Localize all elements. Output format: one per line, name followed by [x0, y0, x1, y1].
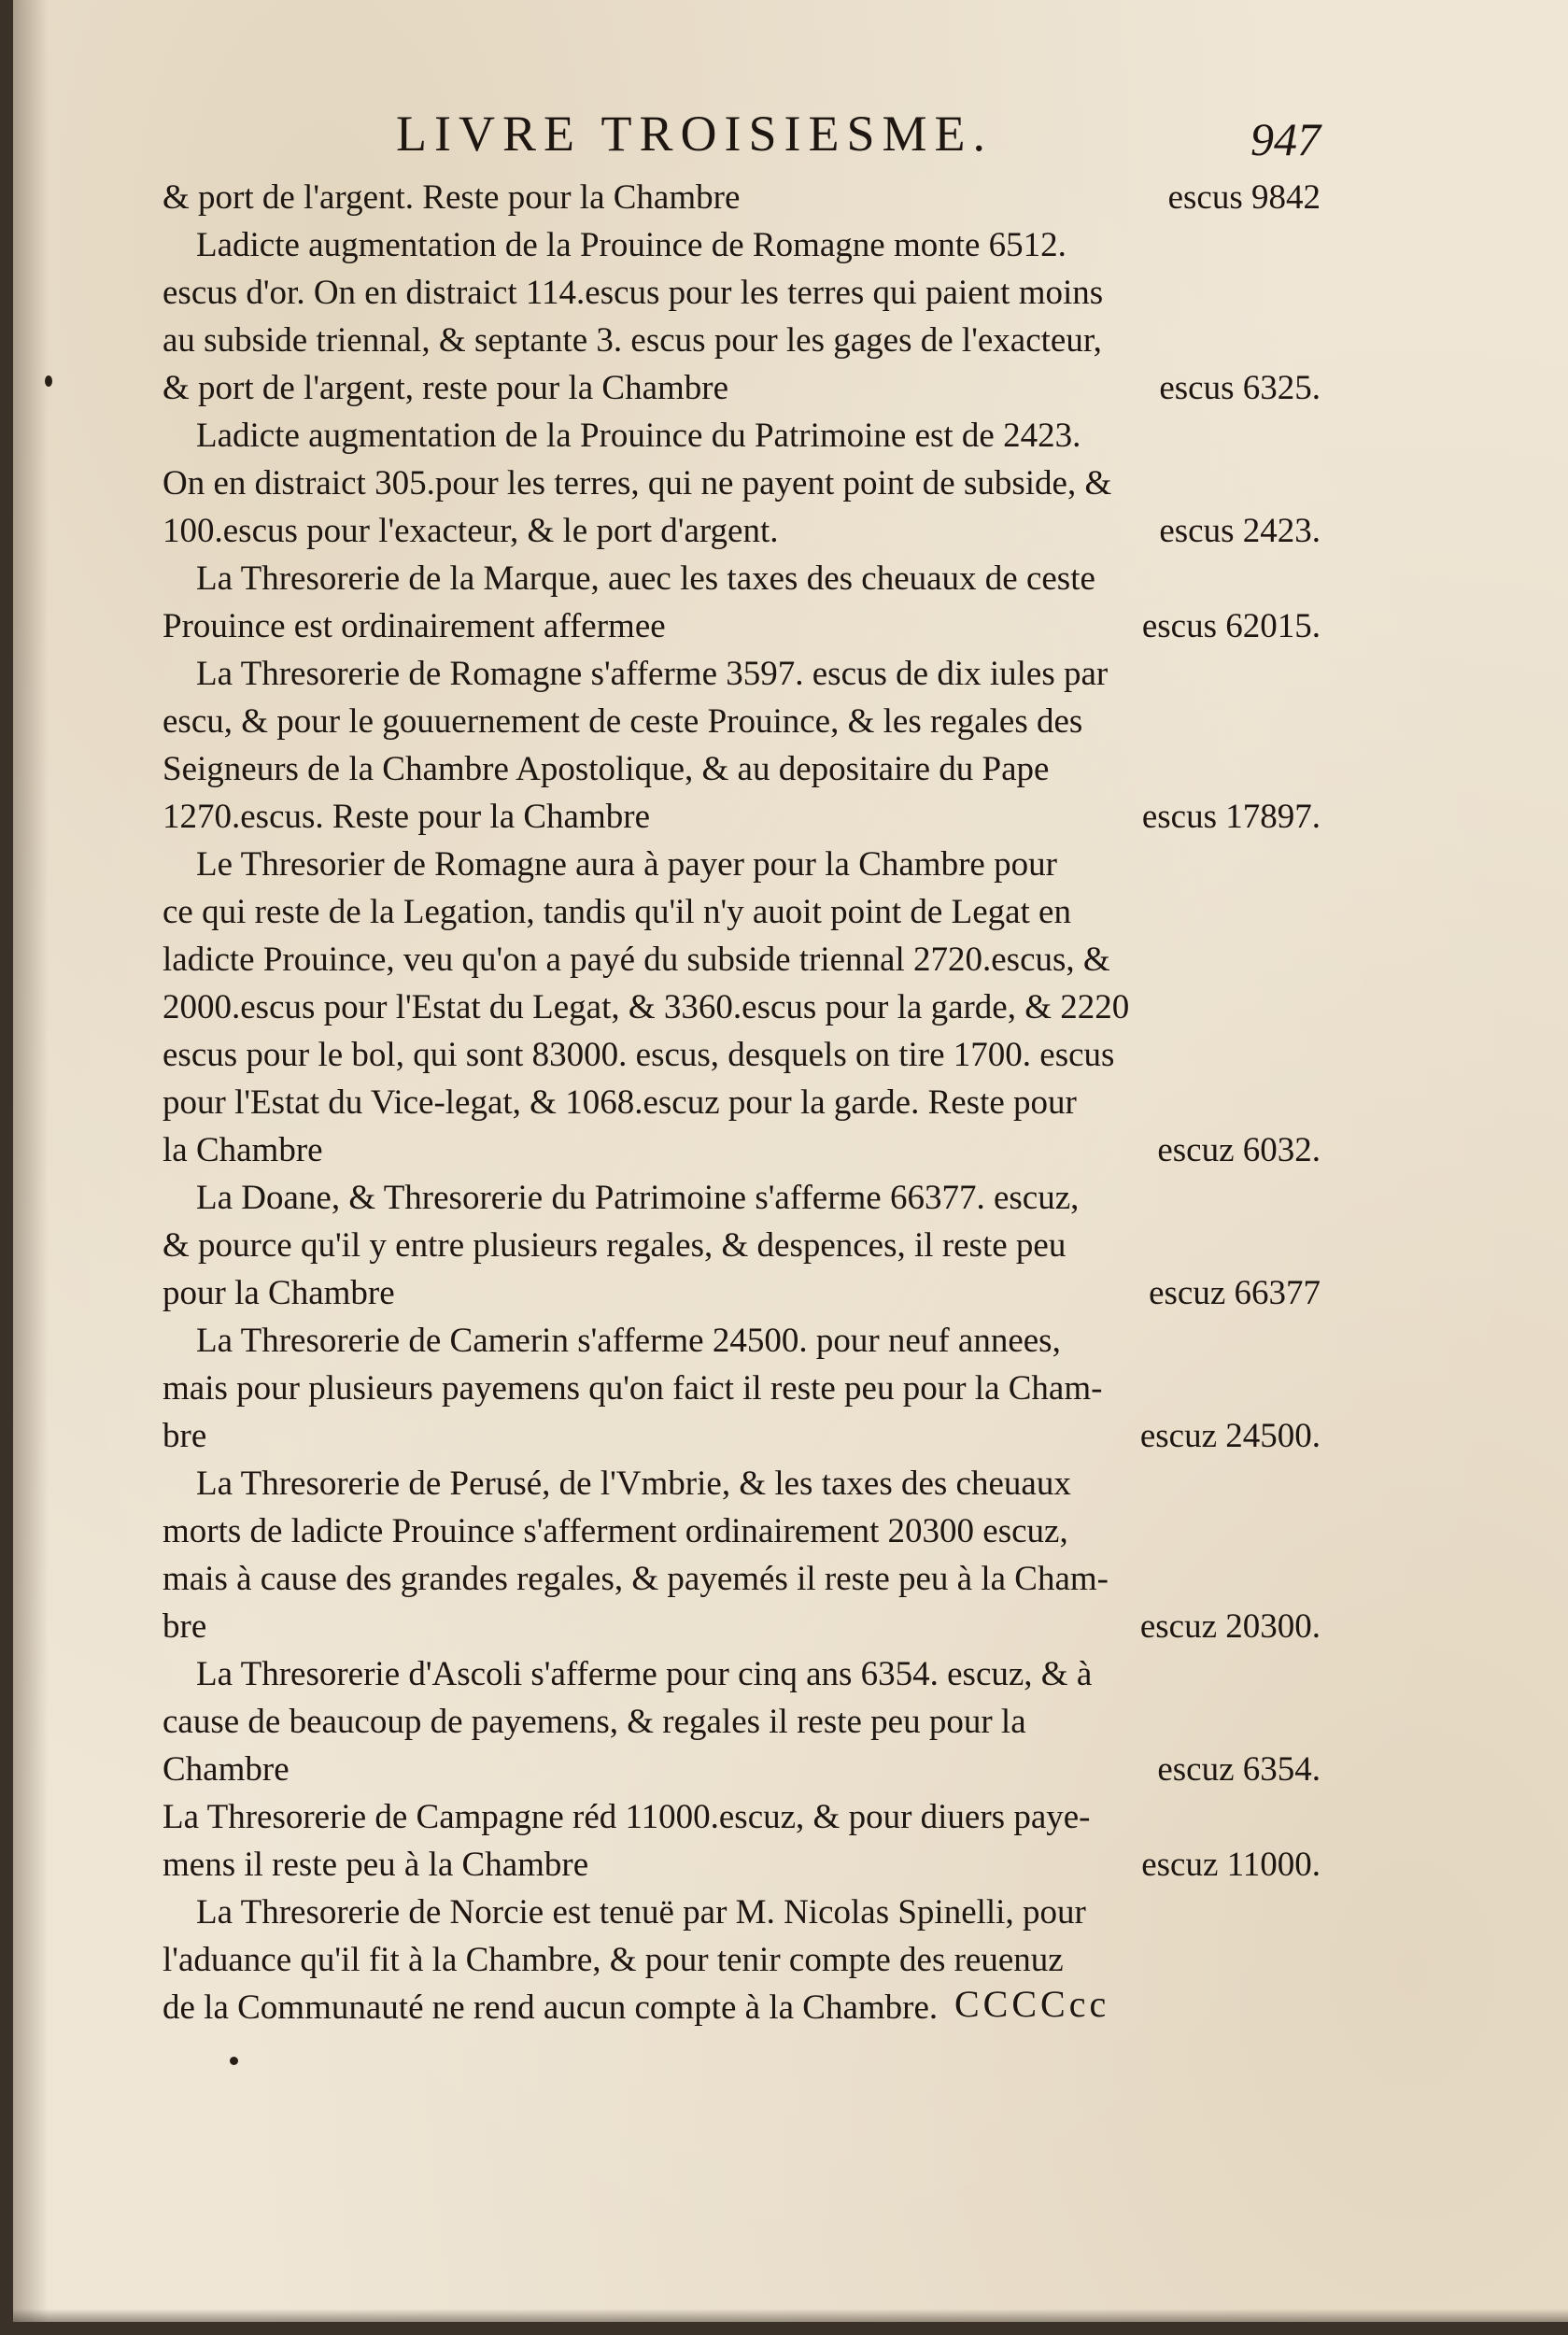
text-line	[162, 1555, 1321, 1603]
line-text: La Doane, & Thresorerie du Patrimoine s'afferme 66377. escuz,	[196, 1179, 1080, 1217]
line-text: escu, & pour le gouuernement de ceste Prouince, & les regales des	[162, 702, 1083, 741]
line-text: mais à cause des grandes regales, & payemés il reste peu à la Cham-	[162, 1560, 1109, 1598]
text-line	[162, 412, 1321, 460]
line-amount: escuz 6354.	[1157, 1750, 1321, 1789]
text-line	[162, 460, 1321, 507]
binding-shadow	[13, 0, 49, 2322]
line-text: 2000.escus pour l'Estat du Legat, & 3360.escus pour la garde, & 2220	[162, 988, 1130, 1026]
text-line	[162, 269, 1321, 317]
line-text: On en distraict 305.pour les terres, qui ne payent point de subside, &	[162, 464, 1112, 502]
line-amount: escuz 11000.	[1141, 1846, 1321, 1884]
ink-speck	[230, 2057, 238, 2065]
line-text: au subside triennal, & septante 3. escus pour les gages de l'exacteur,	[162, 321, 1102, 360]
line-text: La Thresorerie de Campagne réd 11000.escuz, & pour diuers paye-	[162, 1798, 1091, 1836]
line-text: escus pour le bol, qui sont 83000. escus, desquels on tire 1700. escus	[162, 1036, 1115, 1074]
text-line	[162, 1889, 1321, 1936]
catchword: CCCCcc	[954, 1983, 1110, 2025]
text-line	[162, 1793, 1321, 1841]
ink-speck	[45, 375, 52, 387]
line-text: Prouince est ordinairement affermee	[162, 607, 666, 645]
text-line	[162, 1507, 1321, 1555]
line-amount: escuz 6032.	[1157, 1131, 1321, 1169]
line-text: ladicte Prouince, veu qu'on a payé du subside triennal 2720.escus, &	[162, 941, 1110, 979]
line-text: la Chambre	[162, 1131, 323, 1169]
line-amount: escus 62015.	[1141, 607, 1321, 645]
text-line	[162, 1031, 1321, 1079]
book-page	[13, 0, 1568, 2322]
text-line	[162, 1126, 1321, 1174]
line-text: La Thresorerie de Norcie est tenuë par M. Nicolas Spinelli, pour	[196, 1893, 1086, 1932]
text-body	[162, 174, 1321, 2031]
text-line	[162, 1841, 1321, 1889]
text-line	[162, 745, 1321, 793]
line-amount: escus 2423.	[1159, 512, 1321, 550]
text-line	[162, 984, 1321, 1031]
line-text: La Thresorerie de Perusé, de l'Vmbrie, & les taxes des cheuaux	[196, 1465, 1071, 1503]
text-line	[162, 1698, 1321, 1746]
line-amount: escuz 24500.	[1139, 1417, 1321, 1455]
text-line	[162, 793, 1321, 841]
text-line	[162, 602, 1321, 650]
line-text: Ladicte augmentation de la Prouince du Patrimoine est de 2423.	[196, 417, 1081, 455]
line-text: & port de l'argent. Reste pour la Chambre	[162, 178, 741, 217]
text-line	[162, 841, 1321, 888]
text-line	[162, 888, 1321, 936]
page-bottom-edge	[13, 2309, 1568, 2322]
text-line	[162, 698, 1321, 745]
text-line	[162, 555, 1321, 602]
line-text: escus d'or. On en distraict 114.escus pour les terres qui paient moins	[162, 274, 1104, 312]
line-text: Le Thresorier de Romagne aura à payer pour la Chambre pour	[196, 845, 1057, 884]
line-amount: escuz 20300.	[1139, 1607, 1321, 1646]
line-text: & port de l'argent, reste pour la Chambre	[162, 369, 729, 407]
text-line	[162, 1412, 1321, 1460]
line-text: l'aduance qu'il fit à la Chambre, & pour tenir compte des reuenuz	[162, 1941, 1064, 1979]
text-line	[162, 174, 1321, 221]
text-line	[162, 1603, 1321, 1650]
text-line	[162, 221, 1321, 269]
header-title: LIVRE TROISIESME.	[396, 106, 994, 162]
text-line	[162, 1269, 1321, 1317]
text-line	[162, 1317, 1321, 1365]
running-header	[162, 105, 1321, 165]
line-amount: escus 6325.	[1159, 369, 1321, 407]
line-amount: escuz 66377	[1149, 1274, 1321, 1312]
text-line	[162, 650, 1321, 698]
line-text: pour l'Estat du Vice-legat, & 1068.escuz pour la garde. Reste pour	[162, 1083, 1077, 1122]
line-text: ce qui reste de la Legation, tandis qu'il n'y auoit point de Legat en	[162, 893, 1071, 931]
text-line	[162, 1174, 1321, 1222]
line-text: de la Communauté ne rend aucun compte à la Chambre.	[162, 1988, 939, 2027]
line-text: Chambre	[162, 1750, 290, 1789]
line-text: bre	[162, 1607, 207, 1646]
line-amount: escus 9842	[1167, 178, 1321, 217]
text-line	[162, 1984, 1321, 2031]
line-text: mais pour plusieurs payemens qu'on faict il reste peu pour la Cham-	[162, 1369, 1103, 1408]
text-line	[162, 1936, 1321, 1984]
line-text: mens il reste peu à la Chambre	[162, 1846, 589, 1884]
text-line	[162, 507, 1321, 555]
text-line	[162, 317, 1321, 364]
text-line	[162, 1222, 1321, 1269]
line-text: & pource qu'il y entre plusieurs regales, & despences, il reste peu	[162, 1226, 1067, 1265]
line-text: Ladicte augmentation de la Prouince de Romagne monte 6512.	[196, 226, 1067, 264]
text-line	[162, 364, 1321, 412]
text-line	[162, 1650, 1321, 1698]
line-text: bre	[162, 1417, 207, 1455]
text-line	[162, 1746, 1321, 1793]
line-text: 1270.escus. Reste pour la Chambre	[162, 798, 650, 836]
line-text: La Thresorerie de la Marque, auec les taxes des cheuaux de ceste	[196, 559, 1095, 598]
line-text: La Thresorerie de Camerin s'afferme 24500. pour neuf annees,	[196, 1322, 1061, 1360]
text-line	[162, 1365, 1321, 1412]
line-text: 100.escus pour l'exacteur, & le port d'argent.	[162, 512, 779, 550]
line-text: Seigneurs de la Chambre Apostolique, & au depositaire du Pape	[162, 750, 1050, 788]
text-line	[162, 936, 1321, 984]
line-text: pour la Chambre	[162, 1274, 395, 1312]
line-text: La Thresorerie d'Ascoli s'afferme pour cinq ans 6354. escuz, & à	[196, 1655, 1093, 1693]
page-number: 947	[1250, 113, 1321, 165]
line-text: morts de ladicte Prouince s'afferment ordinairement 20300 escuz,	[162, 1512, 1068, 1550]
text-line	[162, 1460, 1321, 1507]
line-amount: escus 17897.	[1141, 798, 1321, 836]
text-line	[162, 1079, 1321, 1126]
line-text: La Thresorerie de Romagne s'afferme 3597. escus de dix iules par	[196, 655, 1109, 693]
line-text: cause de beaucoup de payemens, & regales il reste peu pour la	[162, 1703, 1026, 1741]
